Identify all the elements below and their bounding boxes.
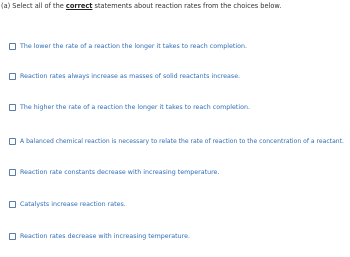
question-prompt [1,2,281,10]
choice-option-2[interactable] [9,72,240,80]
checkbox[interactable] [9,104,16,111]
checkbox[interactable] [9,138,16,145]
choice-label[interactable]: The lower the rate of a reaction the longer it takes to reach completion. [20,42,248,50]
choice-label[interactable]: Reaction rates decrease with increasing temperature. [20,232,190,240]
checkbox[interactable] [9,169,16,176]
checkbox[interactable] [9,73,16,80]
choice-label[interactable]: Reaction rate constants decrease with increasing temperature. [20,168,220,176]
checkbox[interactable] [9,43,16,50]
question-part-label: (a) [1,2,11,10]
checkbox[interactable] [9,233,16,240]
choice-option-6[interactable] [9,200,126,208]
question-prefix: Select all of the [12,2,64,10]
choice-option-4[interactable] [9,137,344,145]
choice-label[interactable]: The higher the rate of a reaction the longer it takes to reach completion. [20,103,251,111]
question-keyword: correct [65,2,93,10]
question-suffix: statements about reaction rates from the choices below. [94,2,282,10]
choice-option-3[interactable] [9,103,250,111]
choice-option-1[interactable] [9,42,247,50]
choice-option-7[interactable] [9,232,190,240]
choice-label[interactable]: A balanced chemical reaction is necessary to relate the rate of reaction to the concentration of a reactant. [20,137,344,145]
choice-label[interactable]: Catalysts increase reaction rates. [20,200,126,208]
checkbox[interactable] [9,201,16,208]
choice-label[interactable]: Reaction rates always increase as masses of solid reactants increase. [20,72,241,80]
choice-option-5[interactable] [9,168,219,176]
